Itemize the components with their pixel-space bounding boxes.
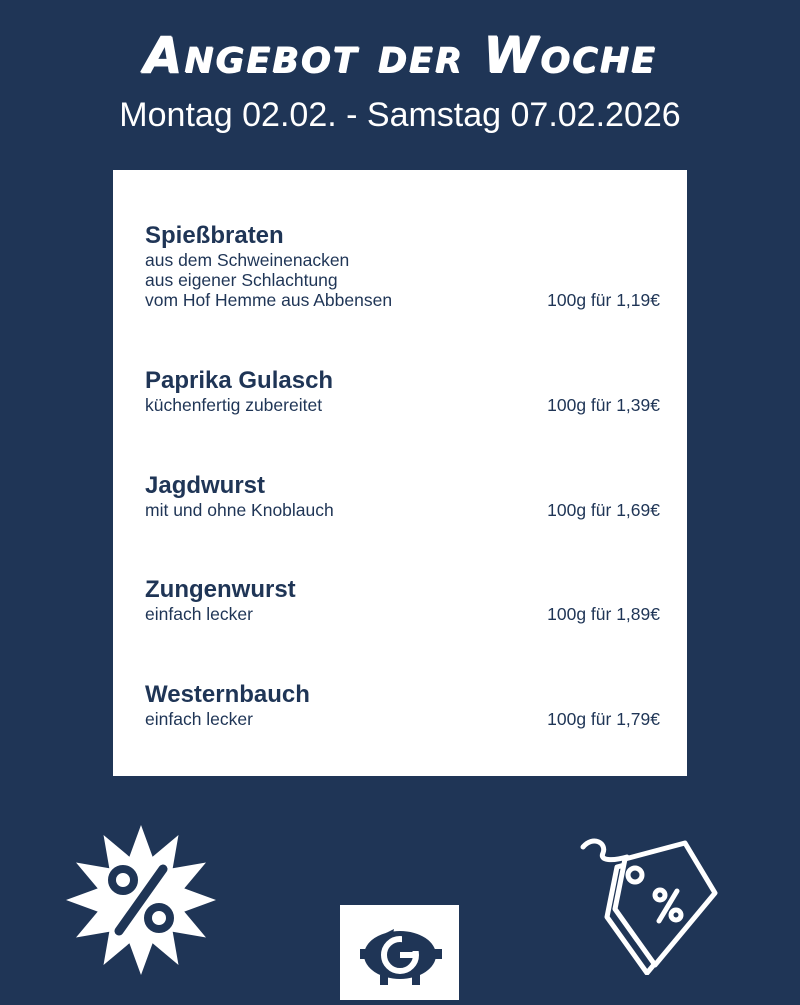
item-desc: einfach lecker bbox=[145, 604, 253, 624]
item-desc: mit und ohne Knoblauch bbox=[145, 500, 334, 520]
item-desc: einfach lecker bbox=[145, 709, 253, 729]
price-tag-percent-icon bbox=[575, 835, 735, 975]
item-desc: aus dem Schweinenacken bbox=[145, 250, 350, 270]
offer-card bbox=[113, 170, 687, 776]
offer-item bbox=[145, 576, 660, 624]
item-price: 100g für 1,89€ bbox=[547, 604, 660, 624]
item-price: 100g für 1,39€ bbox=[547, 395, 660, 415]
item-price: 100g für 1,69€ bbox=[547, 500, 660, 520]
item-desc: vom Hof Hemme aus Abbensen bbox=[145, 290, 393, 310]
item-name: Zungenwurst bbox=[145, 576, 296, 603]
item-price: 100g für 1,79€ bbox=[547, 709, 660, 729]
offer-item bbox=[145, 367, 660, 415]
offer-item bbox=[145, 472, 660, 520]
item-name: Westernbauch bbox=[145, 681, 310, 708]
item-desc: aus eigener Schlachtung bbox=[145, 270, 338, 290]
item-name: Paprika Gulasch bbox=[145, 367, 334, 394]
item-name: Spießbraten bbox=[145, 222, 284, 249]
page-title: Angebot der Woche bbox=[143, 26, 657, 84]
date-range: Montag 02.02. - Samstag 07.02.2026 bbox=[119, 96, 681, 134]
g-pig-logo-icon bbox=[340, 905, 459, 1000]
offer-item bbox=[145, 681, 660, 729]
item-desc: küchenfertig zubereitet bbox=[145, 395, 323, 415]
offer-item bbox=[145, 222, 660, 310]
item-price: 100g für 1,19€ bbox=[547, 290, 660, 310]
percent-badge-icon bbox=[66, 825, 216, 975]
g-pig-logo bbox=[340, 905, 459, 1000]
item-name: Jagdwurst bbox=[145, 472, 266, 499]
